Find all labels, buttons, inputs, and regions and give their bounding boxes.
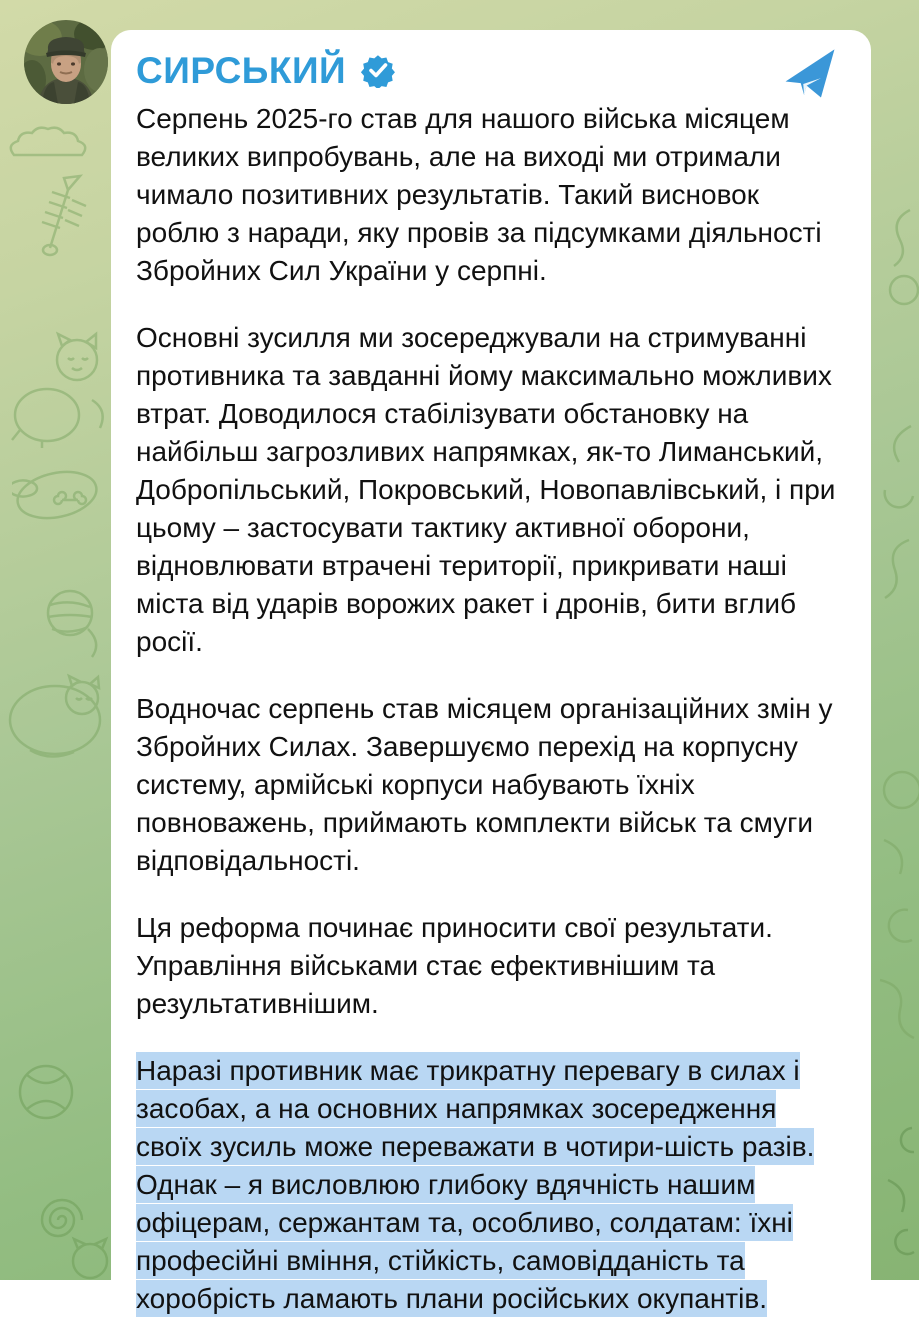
wallpaper-doodle-cloud: [6, 125, 106, 161]
message-bubble: [111, 30, 871, 1314]
message-paragraph: Серпень 2025-го став для нашого війська місяцем великих випробувань, але на виході ми отримали чимало позитивних результатів. Такий висновок роблю з наради, яку провів за підсумками діяльності Збройних Сил України у серпні.: [136, 103, 822, 286]
message-header: [136, 46, 845, 94]
wallpaper-doodle-right-3: [872, 760, 919, 1060]
message-paragraph: Водночас серпень став місяцем організаційних змін у Збройних Силах. Завершуємо перехід на корпусну систему, армійські корпуси набувають їхніх повноважень, приймають комплекти військ та смуги відповідальності.: [136, 693, 833, 876]
wallpaper-doodle-bowl: [12, 470, 102, 525]
message-paragraph: Ця реформа починає приносити свої результати. Управління військами стає ефективнішим та результативнішим.: [136, 912, 773, 1019]
selected-text: Наразі противник має трикратну перевагу в силах і засобах, а на основних напрямках зосередження своїх зусиль може переважати в чотири-шість разів. Однак – я висловлюю глибоку вдячність нашим офіцерам, сержантам та, особливо, солдатам: їхні професійні вміння, стійкість, самовідданість та хоробрість ламають плани російських окупантів.: [136, 1052, 814, 1317]
message-text: [136, 100, 845, 1318]
wallpaper-doodle-cat-curled: [0, 660, 112, 770]
wallpaper-doodle-yarn: [38, 585, 108, 660]
telegram-plane-icon[interactable]: [783, 46, 837, 100]
verified-badge-icon: [360, 52, 396, 88]
message-paragraph-highlighted: [136, 1052, 845, 1318]
avatar[interactable]: [24, 20, 108, 104]
wallpaper-doodle-fishbone: [30, 168, 100, 258]
message-paragraph: Основні зусилля ми зосереджували на стримуванні противника та завданні йому максимально можливих втрат. Доводилося стабілізувати обстановку на найбільш загрозливих напрямках, як-то Лиманський, Добропільський, Покровський, Новопавлівський, і при цьому – застосувати тактику активної оборони, відновлювати втрачені території, прикривати наші міста від ударів ворожих ракет і дронів, бити вглиб росії.: [136, 322, 836, 657]
wallpaper-doodle-right-1: [880, 200, 919, 320]
channel-name[interactable]: СИРСЬКИЙ: [136, 49, 347, 91]
wallpaper-doodle-ball: [14, 1060, 78, 1124]
wallpaper-doodle-right-4: [878, 1120, 919, 1260]
wallpaper-doodle-right-2: [875, 420, 919, 620]
wallpaper-doodle-cat-sitting: [2, 330, 112, 450]
